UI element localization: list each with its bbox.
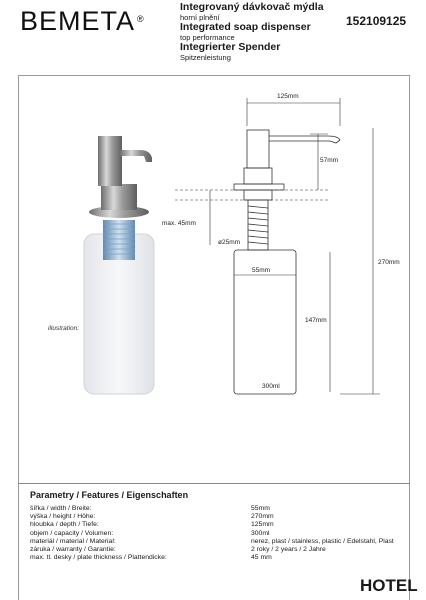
- param-label: objem / capacity / Volumen:: [30, 529, 114, 537]
- param-row: [30, 505, 394, 513]
- param-value: 270mm: [251, 513, 274, 521]
- param-label: záruka / warranty / Garantie:: [30, 545, 116, 553]
- thread-hatching: [248, 206, 268, 244]
- param-row: [30, 530, 394, 538]
- product-code: 152109125: [346, 14, 407, 28]
- nut-outline: [244, 190, 272, 200]
- parameters-table: [30, 505, 394, 562]
- pump-collar-photo: [101, 184, 137, 210]
- param-value: 45 mm: [251, 554, 272, 562]
- trademark-symbol: ®: [137, 14, 145, 24]
- subtitle-cz: horní plnění: [180, 13, 220, 22]
- subtitle-en: top performance: [180, 33, 235, 42]
- param-row: [30, 546, 394, 554]
- param-label: max. tl. desky / plate thickness / Plattendicke:: [30, 554, 167, 562]
- subtitle-de: Spitzenleistung: [180, 53, 231, 62]
- dimension-lines: [210, 98, 380, 394]
- section-divider: [18, 483, 410, 484]
- photo-illustration: [84, 136, 154, 394]
- param-label: materiál / material / Material:: [30, 537, 116, 545]
- parameters-title: Parametry / Features / Eigenschaften: [30, 490, 189, 500]
- plate-reference-lines: [175, 190, 330, 200]
- head-outline: [247, 130, 269, 168]
- dim-max-plate: max. 45mm: [162, 220, 196, 227]
- dim-head-height: 57mm: [320, 157, 339, 164]
- param-row: [30, 538, 394, 546]
- param-label: hloubka / depth / Tiefe:: [30, 521, 99, 529]
- param-value: 55mm: [251, 505, 270, 512]
- param-value: 125mm: [251, 521, 274, 529]
- title-cz: Integrovaný dávkovač mýdla: [180, 1, 324, 13]
- dim-diameter: ø25mm: [218, 239, 241, 246]
- brand-name: BEMETA: [20, 6, 136, 36]
- bottle-volume: 300ml: [262, 383, 280, 390]
- category-label: HOTEL: [360, 576, 418, 595]
- title-en: Integrated soap dispenser: [180, 21, 311, 33]
- technical-drawing: [234, 130, 340, 394]
- spout-photo: [120, 150, 152, 162]
- dim-bottle-height: 147mm: [305, 317, 327, 324]
- plate-outline: [234, 184, 284, 190]
- dim-width-top: 125mm: [277, 93, 299, 100]
- param-row: [30, 513, 394, 521]
- title-de: Integrierter Spender: [180, 41, 281, 53]
- collar-outline: [244, 168, 272, 184]
- dim-total-height: 270mm: [378, 259, 400, 266]
- param-row: [30, 521, 394, 529]
- param-value: 2 roky / 2 years / 2 Jahre: [251, 545, 326, 553]
- param-label: šířka / width / Breite:: [30, 505, 92, 512]
- param-value: 300ml: [251, 529, 270, 537]
- param-label: výška / height / Höhe:: [30, 513, 96, 521]
- param-value: nerez, plast / stainless, plastic / Edelstahl, Plast: [251, 537, 394, 545]
- dim-bottle-width: 55mm: [252, 267, 271, 274]
- pump-head-photo: [98, 136, 122, 186]
- illustration-label: illustration:: [48, 325, 80, 332]
- spout-outline: [269, 136, 340, 143]
- param-row: [30, 554, 394, 562]
